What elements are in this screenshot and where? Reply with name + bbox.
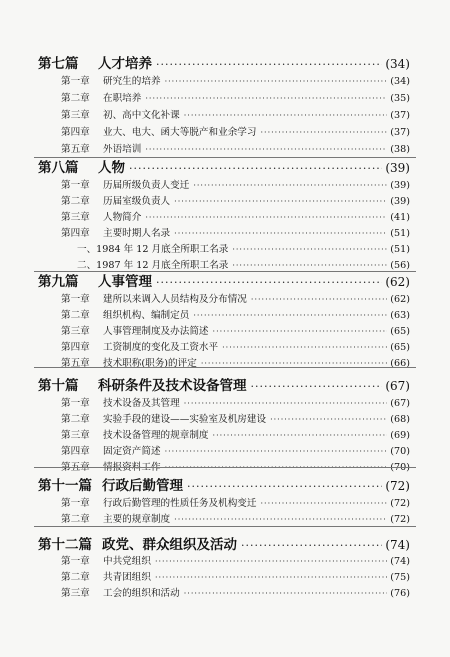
page-number: (70) (390, 446, 410, 457)
page-number: (72) (385, 479, 410, 493)
part-title: 人才培养 (98, 56, 152, 72)
chapter-label: 第五章 (61, 358, 90, 369)
toc-chapter-entry[interactable] (61, 291, 410, 305)
page-number: (39) (390, 196, 410, 207)
toc-sub-entry[interactable] (77, 241, 410, 255)
chapter-title: 共青团组织 (103, 572, 151, 583)
chapter-title: 中共党组织 (103, 556, 151, 567)
section-divider (34, 467, 416, 468)
chapter-label: 第四章 (61, 446, 90, 457)
page-number: (51) (390, 244, 410, 255)
chapter-label: 第二章 (61, 310, 90, 321)
chapter-title: 技术设备及其管理 (103, 398, 180, 409)
part-title: 行政后勤管理 (102, 478, 183, 494)
chapter-label: 第五章 (61, 144, 90, 155)
dot-leader (184, 399, 388, 408)
dot-leader (261, 499, 388, 508)
page-number: (74) (385, 538, 410, 552)
chapter-title: 行政后勤管理的性质任务及机构变迁 (103, 498, 257, 509)
page-number: (76) (390, 588, 410, 599)
page-number: (63) (390, 310, 410, 321)
chapter-title: 技术职称(职务)的评定 (103, 358, 197, 369)
chapter-title: 主要的规章制度 (103, 514, 171, 525)
page-number: (51) (390, 228, 410, 239)
page-number: (37) (390, 127, 410, 138)
dot-leader (145, 94, 387, 103)
chapter-title: 工会的组织和活动 (103, 588, 180, 599)
toc-part-heading[interactable] (38, 374, 410, 394)
dot-leader (145, 213, 387, 222)
page-number: (38) (390, 144, 410, 155)
toc-chapter-entry[interactable] (61, 411, 410, 425)
dot-leader (174, 197, 387, 206)
chapter-title: 组织机构、编制定员 (103, 310, 190, 321)
page-number: (67) (390, 398, 410, 409)
chapter-title: 建所以来调入人员结构及分布情况 (103, 294, 247, 305)
chapter-label: 第三章 (61, 588, 90, 599)
sub-entry-title: 二、1987 年 12 月底全所职工名录 (77, 260, 229, 271)
dot-leader (261, 128, 388, 137)
dot-leader (145, 145, 387, 154)
part-label: 第十篇 (38, 378, 79, 394)
chapter-title: 工资制度的变化及工资水平 (103, 342, 219, 353)
page-number: (35) (390, 93, 410, 104)
chapter-title: 在职培养 (103, 93, 142, 104)
toc-chapter-entry[interactable] (61, 225, 410, 239)
sub-entry-title: 一、1984 年 12 月底全所职工名录 (77, 244, 229, 255)
part-label: 第十一篇 (38, 478, 92, 494)
chapter-title: 业大、电大、函大等脱产和业余学习 (103, 127, 257, 138)
page-number: (34) (390, 76, 410, 87)
page-number: (70) (390, 462, 410, 473)
toc-chapter-entry[interactable] (61, 193, 410, 207)
chapter-label: 第一章 (61, 498, 90, 509)
dot-leader (184, 589, 388, 598)
page-number: (72) (390, 514, 410, 525)
toc-part-heading[interactable] (38, 52, 410, 72)
dot-leader (251, 295, 387, 304)
page-number: (74) (390, 556, 410, 567)
page-number: (37) (390, 110, 410, 121)
dot-leader (213, 327, 388, 336)
part-label: 第七篇 (38, 56, 79, 72)
chapter-label: 第二章 (61, 93, 90, 104)
toc-part-heading[interactable] (38, 270, 410, 290)
toc-chapter-entry[interactable] (61, 443, 410, 457)
chapter-label: 第一章 (61, 76, 90, 87)
section-divider (34, 526, 416, 527)
toc-part-heading[interactable] (38, 533, 410, 553)
dot-leader (213, 431, 388, 440)
dot-leader (193, 181, 387, 190)
chapter-label: 第二章 (61, 572, 90, 583)
toc-chapter-entry[interactable] (61, 90, 410, 104)
dot-leader (155, 573, 387, 582)
toc-chapter-entry[interactable] (61, 495, 410, 509)
chapter-title: 历届室级负责人 (103, 196, 171, 207)
page-number: (34) (385, 57, 410, 71)
page-number: (56) (390, 260, 410, 271)
part-title: 人事管理 (98, 274, 152, 290)
part-label: 第八篇 (38, 160, 79, 176)
chapter-title: 情报资料工作 (103, 462, 161, 473)
toc-chapter-entry[interactable] (61, 323, 410, 337)
page-number: (62) (385, 275, 410, 289)
part-title: 政党、群众组织及活动 (102, 537, 237, 553)
page-number: (68) (390, 414, 410, 425)
part-label: 第九篇 (38, 274, 79, 290)
chapter-title: 研究生的培养 (103, 76, 161, 87)
page-number: (75) (390, 572, 410, 583)
section-divider (34, 367, 416, 368)
toc-chapter-entry[interactable] (61, 177, 410, 191)
chapter-title: 外语培训 (103, 144, 142, 155)
chapter-title: 技术设备管理的规章制度 (103, 430, 209, 441)
dot-leader (165, 447, 388, 456)
part-label: 第十二篇 (38, 537, 92, 553)
toc-chapter-entry[interactable] (61, 427, 410, 441)
chapter-title: 人物简介 (103, 212, 142, 223)
chapter-label: 第四章 (61, 342, 90, 353)
chapter-label: 第一章 (61, 294, 90, 305)
chapter-label: 第五章 (61, 462, 90, 473)
toc-chapter-entry[interactable] (61, 209, 410, 223)
toc-chapter-entry[interactable] (61, 459, 410, 473)
toc-chapter-entry[interactable] (61, 307, 410, 321)
toc-part-heading[interactable] (38, 156, 410, 176)
dot-leader (232, 245, 387, 254)
chapter-label: 第二章 (61, 514, 90, 525)
chapter-title: 初、高中文化补课 (103, 110, 180, 121)
page-number: (39) (390, 180, 410, 191)
chapter-label: 第三章 (61, 110, 90, 121)
page-number: (65) (390, 342, 410, 353)
page-number: (41) (390, 212, 410, 223)
dot-leader (129, 162, 382, 175)
page-number: (65) (390, 326, 410, 337)
page-number: (62) (390, 294, 410, 305)
dot-leader (241, 539, 382, 552)
chapter-label: 第二章 (61, 196, 90, 207)
page-number: (67) (385, 379, 410, 393)
dot-leader (156, 276, 382, 289)
toc-chapter-entry[interactable] (61, 141, 410, 155)
toc-chapter-entry[interactable] (61, 339, 410, 353)
dot-leader (251, 380, 383, 393)
dot-leader (187, 480, 382, 493)
chapter-title: 历届所级负责人变迁 (103, 180, 190, 191)
dot-leader (232, 261, 387, 270)
part-title: 科研条件及技术设备管理 (98, 378, 247, 394)
toc-chapter-entry[interactable] (61, 73, 410, 87)
toc-chapter-entry[interactable] (61, 585, 410, 599)
chapter-label: 第一章 (61, 398, 90, 409)
toc-sub-entry[interactable] (77, 257, 410, 271)
chapter-title: 固定资产简述 (103, 446, 161, 457)
dot-leader (174, 515, 387, 524)
chapter-label: 第四章 (61, 228, 90, 239)
dot-leader (270, 415, 387, 424)
toc-chapter-entry[interactable] (61, 511, 410, 525)
toc-chapter-entry[interactable] (61, 395, 410, 409)
chapter-label: 第三章 (61, 326, 90, 337)
toc-chapter-entry[interactable] (61, 124, 410, 138)
chapter-label: 第三章 (61, 430, 90, 441)
page-number: (72) (390, 498, 410, 509)
toc-chapter-entry[interactable] (61, 553, 410, 567)
chapter-title: 实验手段的建设——实验室及机房建设 (103, 414, 267, 425)
dot-leader (222, 343, 387, 352)
chapter-title: 人事管理制度及办法简述 (103, 326, 209, 337)
chapter-label: 第三章 (61, 212, 90, 223)
part-title: 人物 (98, 160, 125, 176)
dot-leader (155, 557, 387, 566)
dot-leader (193, 311, 387, 320)
chapter-label: 第一章 (61, 556, 90, 567)
page-number: (69) (390, 430, 410, 441)
toc-chapter-entry[interactable] (61, 569, 410, 583)
chapter-label: 第四章 (61, 127, 90, 138)
chapter-title: 主要时期人名录 (103, 228, 171, 239)
dot-leader (156, 58, 382, 71)
dot-leader (184, 111, 388, 120)
toc-part-heading[interactable] (38, 474, 410, 494)
chapter-label: 第二章 (61, 414, 90, 425)
page-number: (66) (390, 358, 410, 369)
page-number: (39) (385, 161, 410, 175)
dot-leader (165, 77, 388, 86)
toc-chapter-entry[interactable] (61, 107, 410, 121)
chapter-label: 第一章 (61, 180, 90, 191)
dot-leader (174, 229, 387, 238)
